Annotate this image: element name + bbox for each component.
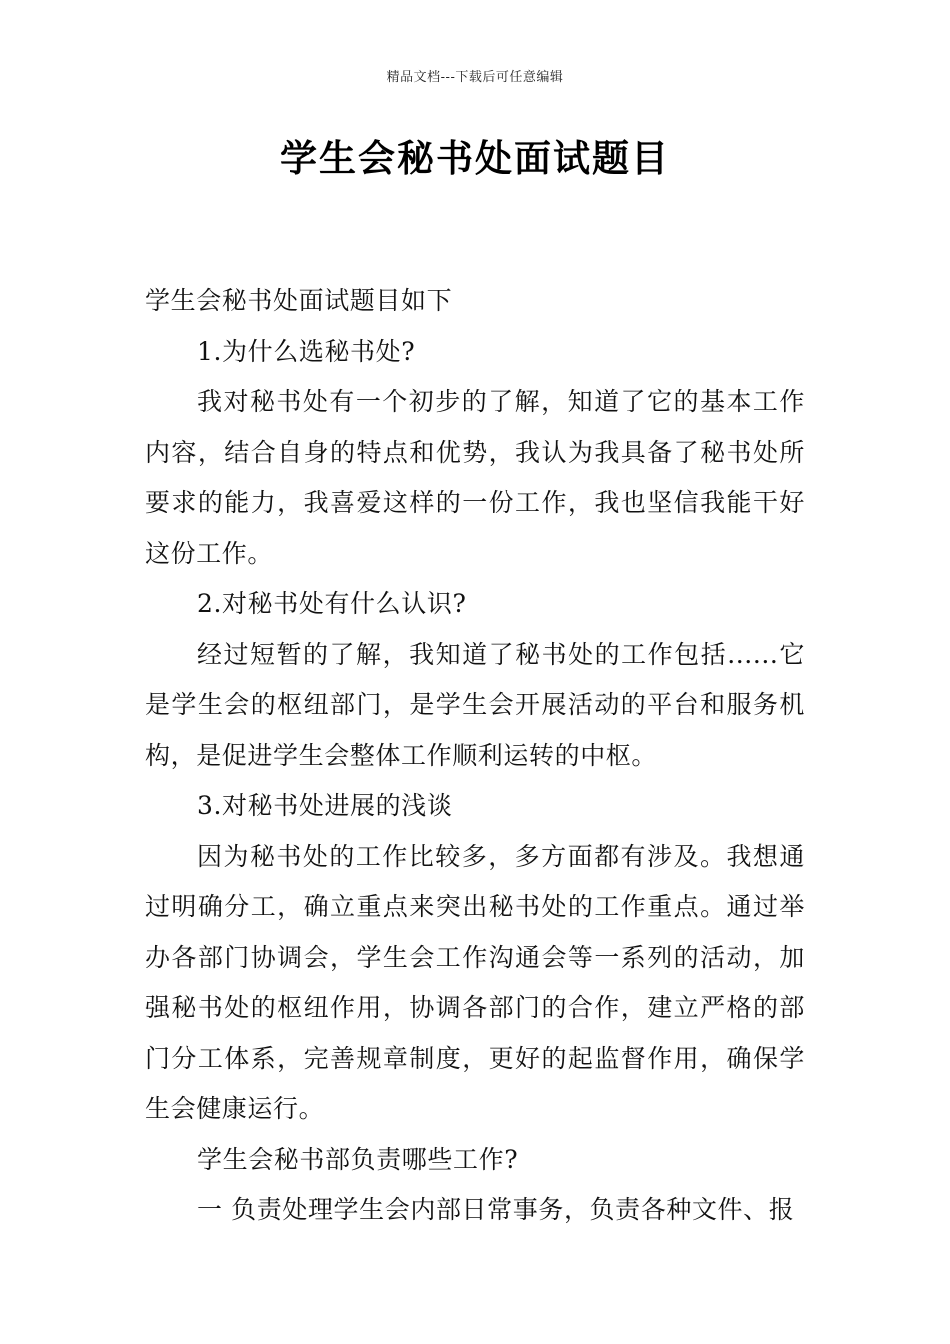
intro-line: 学生会秘书处面试题目如下: [145, 286, 453, 315]
header-note: 精品文档---下载后可任意编辑: [386, 70, 564, 85]
document-title: 学生会秘书处面试题目: [280, 137, 670, 180]
question-4: 学生会秘书部负责哪些工作?: [197, 1144, 519, 1174]
question-1: 1.为什么选秘书处?: [197, 336, 416, 366]
answer-4-partial: 一 负责处理学生会内部日常事务，负责各种文件、报: [197, 1195, 795, 1224]
answer-3: 因为秘书处的工作比较多，多方面都有涉及。我想通过明确分工，确立重点来突出秘书处的工作重点。通过举办各部门协调会，学生会工作沟通会等一系列的活动，加强秘书处的枢纽作用，协调各部门的合作，建立严格的部门分工体系，完善规章制度，更好的起监督作用，确保学生会健康运行。: [145, 841, 805, 1123]
question-2: 2.对秘书处有什么认识?: [197, 589, 467, 618]
question-3: 3.对秘书处进展的浅谈: [197, 791, 453, 820]
answer-2: 经过短暂的了解，我知道了秘书处的工作包括......它是学生会的枢纽部门，是学生会开展活动的平台和服务机构，是促进学生会整体工作顺利运转的中枢。: [145, 639, 805, 770]
document-body: [145, 276, 805, 1236]
answer-1: 我对秘书处有一个初步的了解，知道了它的基本工作内容，结合自身的特点和优势，我认为我具备了秘书处所要求的能力，我喜爱这样的一份工作，我也坚信我能干好这份工作。: [145, 387, 805, 568]
